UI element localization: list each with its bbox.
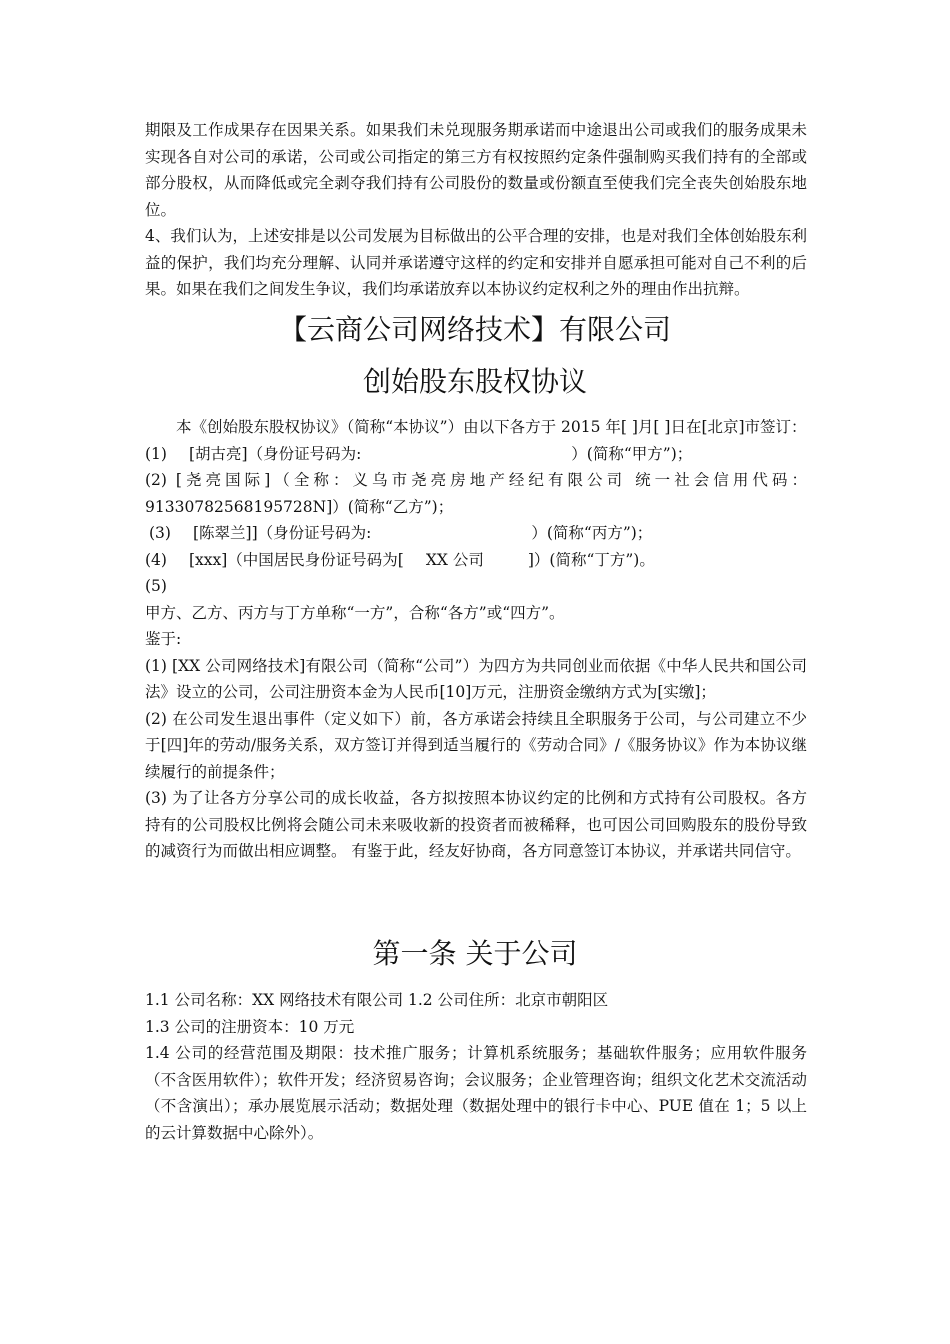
party-1 <box>145 441 807 468</box>
intro-paragraph: 本《创始股东股权协议》（简称“本协议”）由以下各方于 2015 年[ ]月[ ]日在[北京]市签订： <box>176 418 807 436</box>
whereas-item: (3) 为了让各方分享公司的成长收益，各方拟按照本协议约定的比例和方式持有公司股权。各方持有的公司股权比例将会随公司未来吸收新的投资者而被稀释，也可因公司回购股东的股份导致的减资行为而做出相应调整。 有鉴于此，经友好协商，各方同意签订本协议，并承诺共同信守。 <box>145 789 807 860</box>
party-alias: ）(简称“丙方”)； <box>531 524 653 542</box>
clause-line: 1.1 公司名称：XX 网络技术有限公司 1.2 公司住所：北京市朝阳区 <box>145 991 609 1009</box>
party-number: (3) <box>149 524 171 542</box>
party-number: (4) <box>145 550 167 569</box>
party-company: XX 公司 <box>425 550 484 569</box>
party-3 <box>145 520 807 547</box>
clause-line: 1.3 公司的注册资本：10 万元 <box>145 1017 355 1036</box>
whereas-item: (2) 在公司发生退出事件（定义如下）前，各方承诺会持续且全职服务于公司，与公司建立不少于[四]年的劳动/服务关系，双方签订并得到适当履行的《劳动合同》/《服务协议》作为本协议继续履行的前提条件； <box>145 709 807 781</box>
party-4 <box>145 547 807 574</box>
agreement-title: 创始股东股权协议 <box>362 365 587 398</box>
section-title: 第一条 关于公司 <box>372 937 578 970</box>
preamble <box>145 414 807 865</box>
party-alias: ]）(简称“丁方”)。 <box>527 550 655 569</box>
paragraph: 期限及工作成果存在因果关系。如果我们未兑现服务期承诺而中途退出公司或我们的服务成果未实现各自对公司的承诺，公司或公司指定的第三方有权按照约定条件强制购买我们持有的全部或部分股权，从而降低或完全剥夺我们持有公司股份的数量或份额直至使我们完全丧失创始股东地位。 <box>145 121 807 219</box>
party-name: [胡古亮]（身份证号码为: <box>188 444 362 463</box>
company-title: 【云商公司网络技术】有限公司 <box>278 313 671 346</box>
whereas-item: (1) [XX 公司网络技术]有限公司（简称“公司”）为四方为共同创业而依据《中华人民共和国公司法》设立的公司，公司注册资本金为人民币[10]万元，注册资金缴纳方式为[实缴]； <box>145 656 807 701</box>
whereas-label: 鉴于: <box>145 630 182 648</box>
party-name: [陈翠兰]]（身份证号码为: <box>192 524 372 542</box>
continuation-text <box>145 117 807 303</box>
party-alias: ）(简称“甲方”)； <box>571 444 693 463</box>
party-name: [xxx]（中国居民身份证号码为[ <box>188 550 404 569</box>
party-2: (2) [尧亮国际]（全称：义乌市尧亮房地产经纪有限公司 统一社会信用代码：91330782568195728N]）(简称“乙方”)； <box>145 471 807 516</box>
party-number: (1) <box>145 444 167 463</box>
section-1-body <box>145 987 807 1146</box>
collective-note: 甲方、乙方、丙方与丁方单称“一方”，合称“各方”或“四方”。 <box>145 603 565 622</box>
party-5: (5) <box>145 577 167 595</box>
clause-line: 1.4 公司的经营范围及期限：技术推广服务；计算机系统服务；基础软件服务；应用软件服务（不含医用软件）；软件开发；经济贸易咨询；会议服务；企业管理咨询；组织文化艺术交流活动（不含演出）；承办展览展示活动；数据处理（数据处理中的银行卡中心、PUE 值在 1；5 以上的云计算数据中心除外）。 <box>145 1044 807 1142</box>
paragraph: 4、我们认为，上述安排是以公司发展为目标做出的公平合理的安排，也是对我们全体创始股东利益的保护，我们均充分理解、认同并承诺遵守这样的约定和安排并自愿承担可能对自己不利的后果。如果在我们之间发生争议，我们均承诺放弃以本协议约定权利之外的理由作出抗辩。 <box>145 227 807 298</box>
